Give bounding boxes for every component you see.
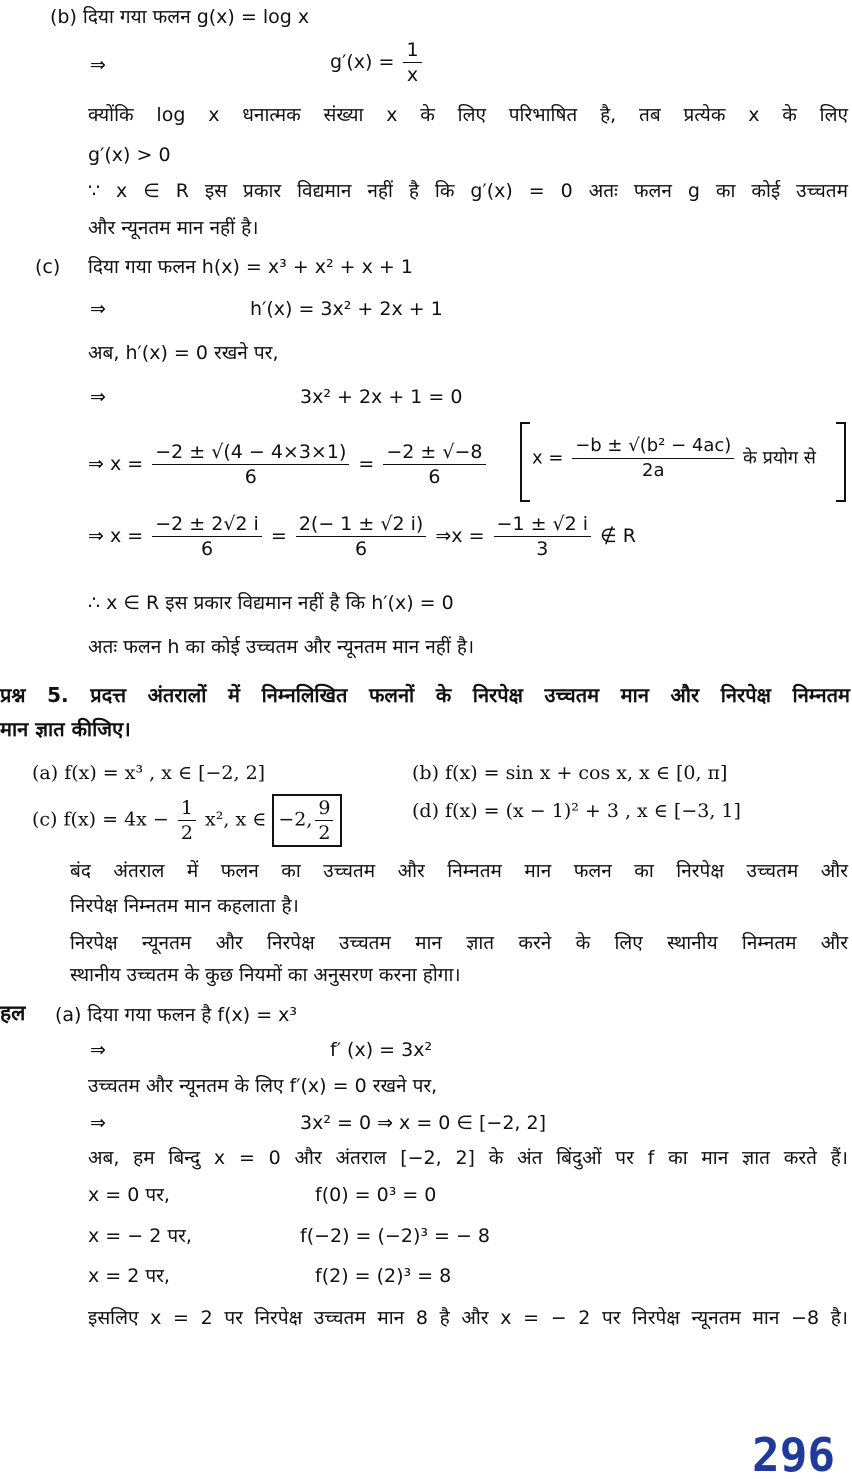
interval bbox=[272, 794, 342, 847]
equals: = bbox=[270, 525, 287, 547]
question-5-heading: प्रश्न 5. प्रदत्त अंतरालों में निम्नलिखित फलनों के निरपेक्ष उच्चतम मान और निरपेक्ष निम्नतम bbox=[0, 683, 850, 707]
solution-label: हल bbox=[0, 1001, 26, 1025]
equation: 3x² + 2x + 1 = 0 bbox=[300, 386, 463, 408]
fraction bbox=[315, 796, 333, 845]
denominator: 6 bbox=[244, 466, 257, 488]
fraction bbox=[403, 38, 421, 87]
denominator: 6 bbox=[355, 538, 368, 560]
right-bracket bbox=[836, 422, 846, 502]
equation: 3x² = 0 ⇒ x = 0 ∈ [−2, 2] bbox=[300, 1112, 546, 1134]
left-bracket bbox=[520, 422, 530, 502]
fraction bbox=[383, 440, 485, 489]
text-line: बंद अंतराल में फलन का उच्चतम और निम्नतम मान फलन का निरपेक्ष उच्चतम और bbox=[70, 860, 848, 882]
quadratic-solution-2 bbox=[88, 512, 636, 561]
text-line: और न्यूनतम मान नहीं है। bbox=[88, 217, 259, 239]
eval-label: x = 2 पर, bbox=[88, 1265, 170, 1287]
part-b-intro: (b) दिया गया फलन g(x) = log x bbox=[50, 6, 310, 28]
text-line: ∴ x ∈ R इस प्रकार विद्यमान नहीं है कि h′(x) = 0 bbox=[88, 592, 454, 614]
equation-lhs: ⇒ x = bbox=[88, 525, 144, 547]
eval-label: x = 0 पर, bbox=[88, 1184, 170, 1206]
text-line: (a) दिया गया फलन है f(x) = x³ bbox=[55, 1004, 298, 1026]
text-line: g′(x) > 0 bbox=[88, 144, 171, 166]
denominator: 2 bbox=[318, 822, 331, 844]
eval-value: f(0) = 0³ = 0 bbox=[315, 1184, 437, 1206]
question-part-a: (a) f(x) = x³ , x ∈ [−2, 2] bbox=[32, 762, 266, 784]
text-line: क्योंकि log x धनात्मक संख्या x के लिए परिभाषित है, तब प्रत्येक x के लिए bbox=[88, 104, 848, 126]
text-line: स्थानीय उच्चतम के कुछ नियमों का अनुसरण करना होगा। bbox=[70, 964, 461, 986]
question-part-c bbox=[32, 794, 342, 847]
fraction bbox=[152, 512, 262, 561]
numerator: 9 bbox=[315, 796, 333, 821]
denominator: x bbox=[406, 64, 419, 86]
question-part-b: (b) f(x) = sin x + cos x, x ∈ [0, π] bbox=[412, 762, 728, 784]
part-c-intro: दिया गया फलन h(x) = x³ + x² + x + 1 bbox=[88, 256, 413, 278]
text-line: निरपेक्ष न्यूनतम और निरपेक्ष उच्चतम मान ज्ञात करने के लिए स्थानीय निम्नतम और bbox=[70, 932, 848, 954]
conclusion: इसलिए x = 2 पर निरपेक्ष उच्चतम मान 8 है और x = − 2 पर निरपेक्ष न्यूनतम मान −8 है। bbox=[88, 1307, 848, 1329]
derivative-h: h′(x) = 3x² + 2x + 1 bbox=[250, 298, 443, 320]
implies-arrow: ⇒ bbox=[90, 1039, 106, 1061]
question-5-heading-cont: मान ज्ञात कीजिए। bbox=[0, 717, 131, 741]
quadratic-solution-1 bbox=[88, 440, 489, 489]
eval-value: f(2) = (2)³ = 8 bbox=[315, 1265, 452, 1287]
fraction bbox=[152, 440, 349, 489]
numerator: −b ± √(b² − 4ac) bbox=[572, 434, 734, 459]
part-c-label: (c) bbox=[35, 256, 61, 278]
numerator: −1 ± √2 i bbox=[494, 512, 592, 537]
implies-arrow: ⇒ bbox=[90, 298, 106, 320]
derivative-g bbox=[330, 38, 425, 87]
equation-lhs: ⇒ x = bbox=[88, 453, 144, 475]
implies: ⇒x = bbox=[435, 525, 485, 547]
denominator: 6 bbox=[428, 466, 441, 488]
text-line: अब, हम बिन्दु x = 0 और अंतराल [−2, 2] के अंत बिंदुओं पर f का मान ज्ञात करते हैं। bbox=[88, 1147, 848, 1169]
numerator: 1 bbox=[403, 38, 421, 63]
quadratic-formula-note bbox=[532, 434, 816, 483]
interval-start: −2, bbox=[278, 808, 313, 831]
denominator: 2 bbox=[180, 822, 193, 844]
denominator: 6 bbox=[200, 538, 214, 560]
expr: x², x ∈ bbox=[205, 808, 267, 831]
question-part-d: (d) f(x) = (x − 1)² + 3 , x ∈ [−3, 1] bbox=[412, 800, 741, 822]
implies-arrow: ⇒ bbox=[90, 54, 106, 76]
page-number: 296 bbox=[752, 1428, 836, 1479]
denominator: 3 bbox=[536, 538, 549, 560]
text-line: ∵ x ∈ R इस प्रकार विद्यमान नहीं है कि g′(x) = 0 अतः फलन g का कोई उच्चतम bbox=[88, 180, 848, 202]
equation: f′ (x) = 3x² bbox=[330, 1039, 433, 1061]
fraction bbox=[572, 434, 734, 483]
eval-label: x = − 2 पर, bbox=[88, 1225, 192, 1247]
numerator: 1 bbox=[178, 796, 196, 821]
formula-lhs: x = bbox=[532, 447, 564, 469]
text-line: निरपेक्ष निम्नतम मान कहलाता है। bbox=[70, 895, 299, 917]
fraction bbox=[178, 796, 196, 845]
formula-note: के प्रयोग से bbox=[743, 447, 816, 469]
implies-arrow: ⇒ bbox=[90, 386, 106, 408]
text-line: उच्चतम और न्यूनतम के लिए f′(x) = 0 रखने पर, bbox=[88, 1075, 438, 1097]
eval-value: f(−2) = (−2)³ = − 8 bbox=[300, 1225, 491, 1247]
denominator: 2a bbox=[642, 460, 665, 481]
numerator: −2 ± 2√2 i bbox=[152, 512, 262, 537]
numerator: −2 ± √(4 − 4×3×1) bbox=[152, 440, 349, 465]
expr: (c) f(x) = 4x − bbox=[32, 808, 169, 831]
fraction bbox=[296, 512, 426, 561]
numerator: 2(− 1 ± √2 i) bbox=[296, 512, 426, 537]
derivative-lhs: g′(x) = bbox=[330, 51, 395, 73]
implies-arrow: ⇒ bbox=[90, 1112, 106, 1134]
text-line: अब, h′(x) = 0 रखने पर, bbox=[88, 342, 279, 364]
fraction bbox=[494, 512, 592, 561]
numerator: −2 ± √−8 bbox=[383, 440, 485, 465]
not-in-r: ∉ R bbox=[600, 525, 636, 547]
text-line: अतः फलन h का कोई उच्चतम और न्यूनतम मान नहीं है। bbox=[88, 636, 475, 658]
equals: = bbox=[358, 453, 375, 475]
